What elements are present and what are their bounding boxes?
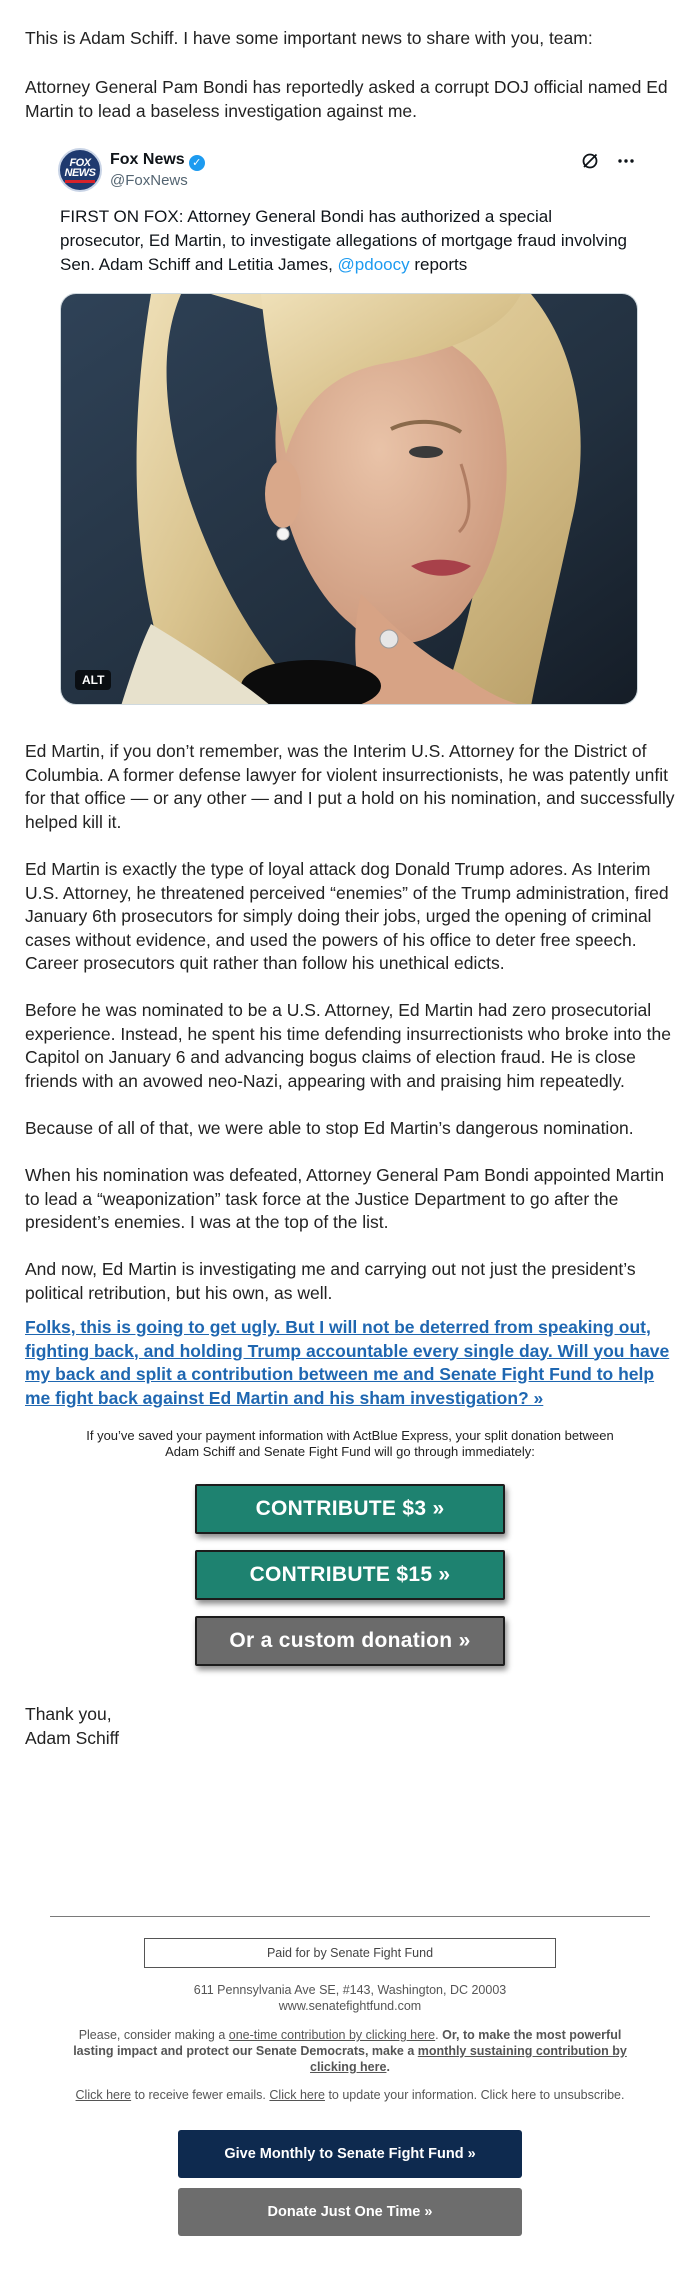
donate-one-time-button[interactable]: Donate Just One Time » xyxy=(178,2188,522,2236)
tweet-author-handle[interactable]: @FoxNews xyxy=(110,172,188,189)
update-info-link[interactable]: Click here xyxy=(269,2088,325,2102)
tweet-actions xyxy=(580,151,636,171)
tweet-text-tail: reports xyxy=(414,255,468,274)
alt-text-badge[interactable]: ALT xyxy=(75,670,111,690)
more-icon[interactable] xyxy=(616,151,636,171)
footer-divider xyxy=(50,1916,650,1917)
footer-website[interactable]: www.senatefightfund.com xyxy=(278,1999,422,2013)
fewer-emails-link[interactable]: Click here xyxy=(75,2088,132,2102)
update-info-text: to update your information. Click here to unsubscribe. xyxy=(328,2088,625,2102)
verified-badge-icon: ✓ xyxy=(189,155,205,171)
actblue-express-note: If you’ve saved your payment information with ActBlue Express, your split donation between Adam Schiff and Senate Fight Fund will go through immediately: xyxy=(86,1428,614,1459)
footer-appeal-end: . xyxy=(386,2060,390,2074)
footer-email-links xyxy=(50,2088,650,2102)
fewer-emails-text: to receive fewer emails. xyxy=(134,2088,266,2102)
custom-donation-button[interactable]: Or a custom donation » xyxy=(195,1616,505,1666)
signoff-signature: Adam Schiff xyxy=(25,1727,120,1748)
signoff-thanks: Thank you, xyxy=(25,1704,112,1724)
one-time-contribution-link[interactable]: one-time contribution by clicking here xyxy=(228,2028,436,2042)
embedded-tweet[interactable] xyxy=(58,145,648,715)
body-paragraph-7: And now, Ed Martin is investigating me and carrying out not just the president’s political retribution, but his own, as well. xyxy=(25,1259,636,1303)
tweet-author-name-text: Fox News xyxy=(110,151,185,168)
footer-appeal xyxy=(70,2027,630,2075)
body-paragraph-2: Ed Martin, if you don’t remember, was the Interim U.S. Attorney for the District of Columbia. A former defense lawyer for violent insurrectionists, he was patently unfit for that office — or any other — and I put a hold on his nomination, and successfully helped kill it. xyxy=(25,741,675,832)
body-paragraph-3: Ed Martin is exactly the type of loyal attack dog Donald Trump adores. As Interim U.S. Attorney, he threatened perceived “enemies” of the Trump administration, fired January 6th prosecutors for simply doing their jobs, urged the opening of criminal cases without evidence, and used the powers of his office to deter free speech. Career prosecutors quit rather than follow his unethical edicts. xyxy=(25,859,669,973)
tweet-photo[interactable] xyxy=(60,293,638,705)
avatar-logo-stripe xyxy=(65,180,95,183)
give-monthly-button[interactable]: Give Monthly to Senate Fight Fund » xyxy=(178,2130,522,2178)
body-paragraph-4: Before he was nominated to be a U.S. Attorney, Ed Martin had zero prosecutorial experience. Instead, he spent his time defending insurrectionists who broke into the Capitol on January 6 and advancing bogus claims of election fraud. He is close friends with an avowed neo-Nazi, appearing with and praising him repeatedly. xyxy=(25,1000,671,1091)
contribute-3-button[interactable]: CONTRIBUTE $3 » xyxy=(195,1484,505,1534)
contribute-15-button[interactable]: CONTRIBUTE $15 » xyxy=(195,1550,505,1600)
tweet-mention-link[interactable]: @pdoocy xyxy=(337,255,410,274)
footer-appeal-bold: Or, to make the most powerful lasting impact and protect our Senate Democrats, make a xyxy=(73,2028,622,2058)
monthly-contribution-link-text: monthly sustaining contribution by clicking here xyxy=(310,2044,627,2074)
footer-appeal-period: . xyxy=(435,2028,439,2042)
donation-appeal-link[interactable]: Folks, this is going to get ugly. But I will not be deterred from speaking out, fighting back, and holding Trump accountable every single day. Will you have my back and split a contribution between me and Senate Fight Fund to help me fight back against Ed Martin and his sham investigation? » xyxy=(25,1317,670,1408)
avatar-logo-text-news: NEWS xyxy=(64,166,96,179)
tweet-text xyxy=(60,205,630,277)
body-paragraph-6: When his nomination was defeated, Attorney General Pam Bondi appointed Martin to lead a “weaponization” task force at the Justice Department to go after the president’s enemies. I was at the top of the list. xyxy=(25,1165,665,1232)
signoff xyxy=(25,1703,119,1750)
grok-icon[interactable] xyxy=(580,151,600,171)
intro-paragraph: Attorney General Pam Bondi has reportedly asked a corrupt DOJ official named Ed Martin to lead a baseless investigation against me. xyxy=(25,77,668,121)
tweet-author-name[interactable] xyxy=(110,151,205,171)
fox-news-avatar[interactable] xyxy=(58,148,102,192)
body-paragraph-5: Because of all of that, we were able to stop Ed Martin’s dangerous nomination. xyxy=(25,1118,634,1138)
tweet-text-main: FIRST ON FOX: Attorney General Bondi has authorized a special prosecutor, Ed Martin, to investigate allegations of mortgage fraud involving Sen. Adam Schiff and Letitia James, xyxy=(60,207,627,274)
paid-for-disclaimer: Paid for by Senate Fight Fund xyxy=(144,1938,556,1968)
footer-address: 611 Pennsylvania Ave SE, #143, Washington, DC 20003 xyxy=(193,1983,507,1997)
footer-appeal-text-a: Please, consider making a xyxy=(78,2028,226,2042)
intro-text: This is Adam Schiff. I have some important news to share with you, team: xyxy=(25,28,593,48)
avatar-logo-text-fox: FOX xyxy=(69,156,91,169)
